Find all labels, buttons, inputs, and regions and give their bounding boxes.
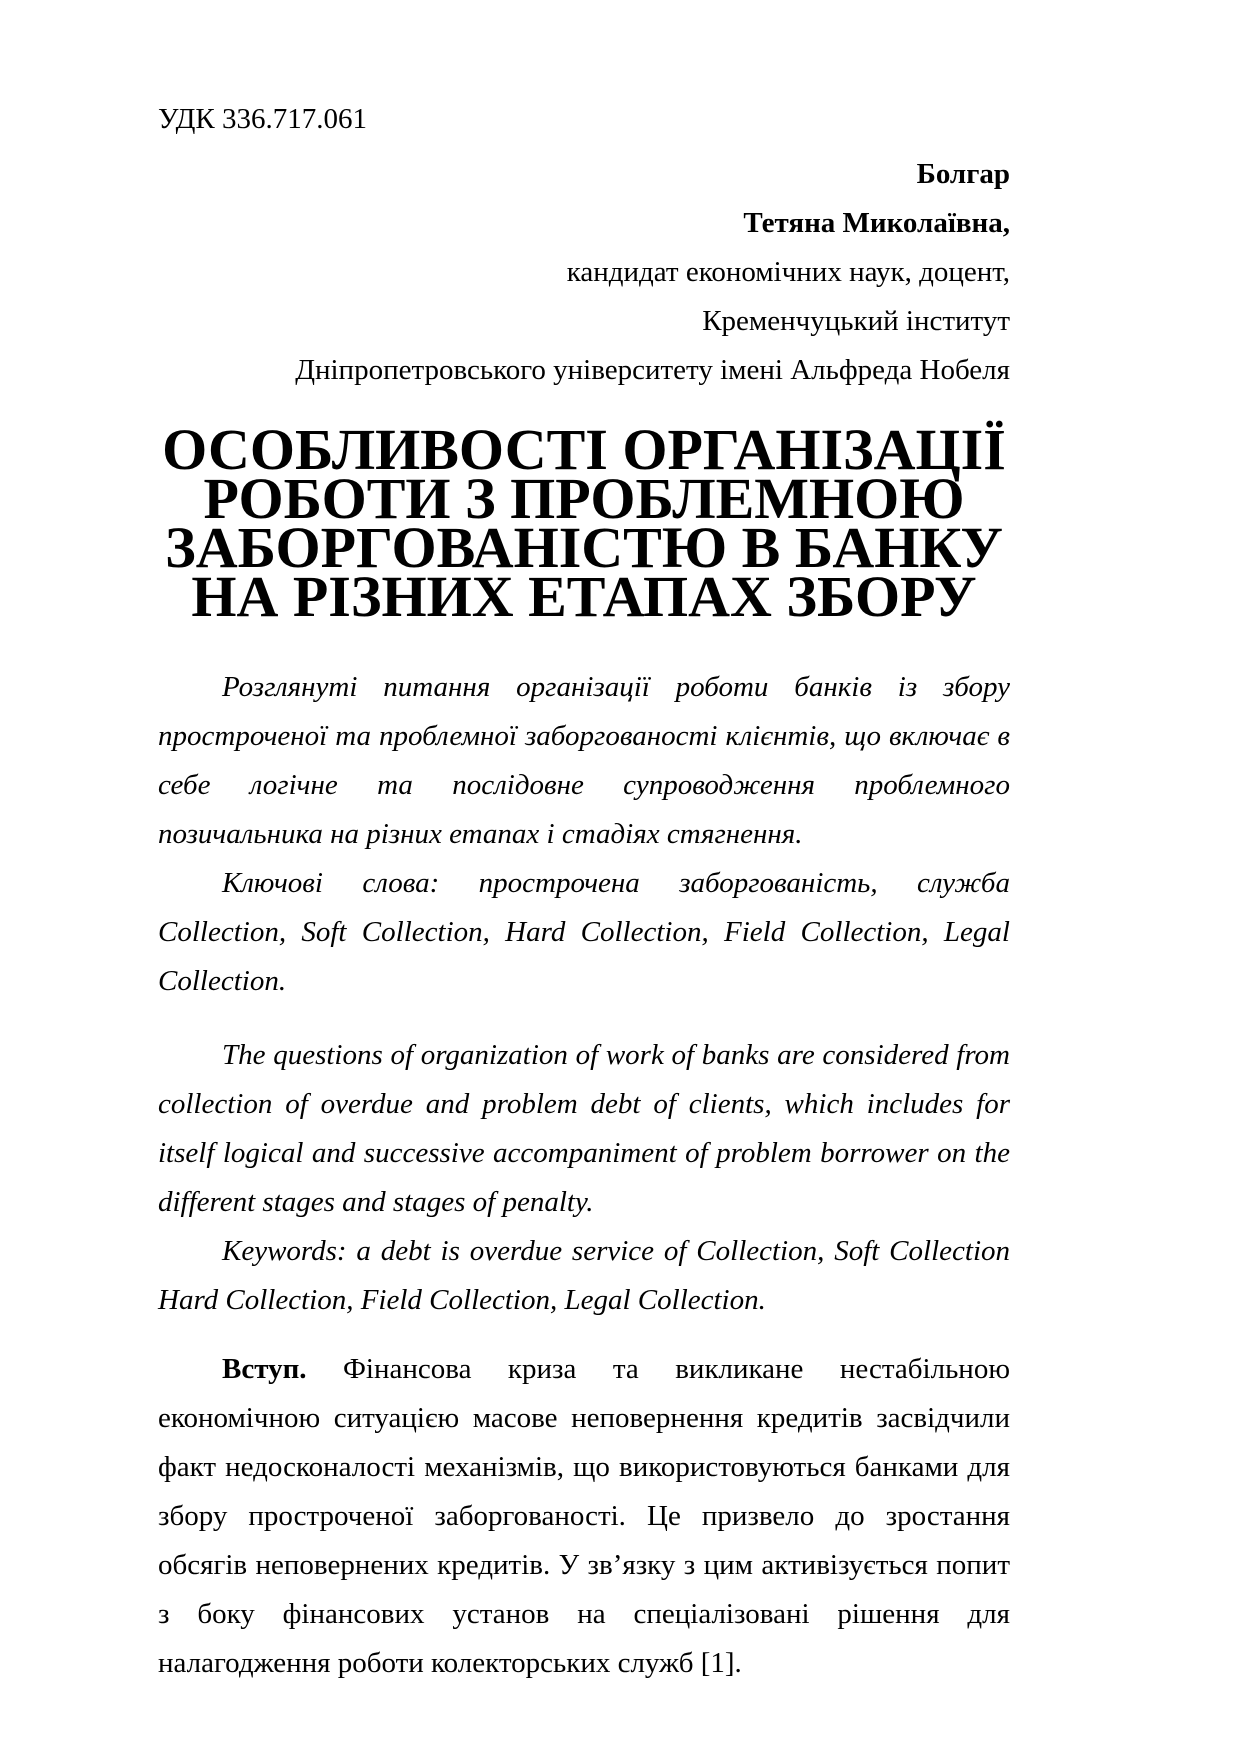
author-block <box>158 150 1010 395</box>
introduction-text: Фінансова криза та викликане нестабільною економічною ситуацією масове неповернення кредитів засвідчили факт недосконалості механізмів, що використовуються банками для збору простроченої заборгованості. Це призвело до зростання обсягів неповернених кредитів. У зв’язку з цим активізується попит з боку фінансових установ на спеціалізовані рішення для налагодження роботи колекторських служб [1]. <box>158 1353 1010 1679</box>
article-title: ОСОБЛИВОСТІ ОРГАНІЗАЦІЇ РОБОТИ З ПРОБЛЕМНОЮ ЗАБОРГОВАНІСТЮ В БАНКУ НА РІЗНИХ ЕТАПАХ ЗБОРУ <box>162 417 1006 629</box>
abstract-english: The questions of organization of work of banks are considered from collection of overdue and problem debt of clients, which includes for itself logical and successive accompaniment of problem borrower on the different stages and stages of penalty. <box>158 1039 1010 1218</box>
author-name: Тетяна Миколаївна, <box>743 207 1010 239</box>
udc-number: УДК 336.717.061 <box>158 103 367 135</box>
keywords-english: Keywords: a debt is overdue service of Collection, Soft Collection Hard Collection, Field Collection, Legal Collection. <box>158 1235 1010 1316</box>
abstract-ukrainian: Розглянуті питання організації роботи банків із збору простроченої та проблемної заборгованості клієнтів, що включає в себе логічне та послідовне супроводження проблемного позичальника на різних етапах і стадіях стягнення. <box>158 671 1010 850</box>
keywords-ukrainian: Ключові слова: прострочена заборгованість, служба Collection, Soft Collection, Hard Collection, Field Collection, Legal Collection. <box>158 867 1010 997</box>
author-surname: Болгар <box>916 158 1010 190</box>
author-degree: кандидат економічних наук, доцент, <box>566 256 1010 288</box>
introduction-lead: Вступ. <box>222 1353 307 1385</box>
author-university: Дніпропетровського університету імені Альфреда Нобеля <box>295 354 1010 386</box>
introduction-paragraph <box>158 1345 1010 1688</box>
author-institute: Кременчуцький інститут <box>702 305 1010 337</box>
